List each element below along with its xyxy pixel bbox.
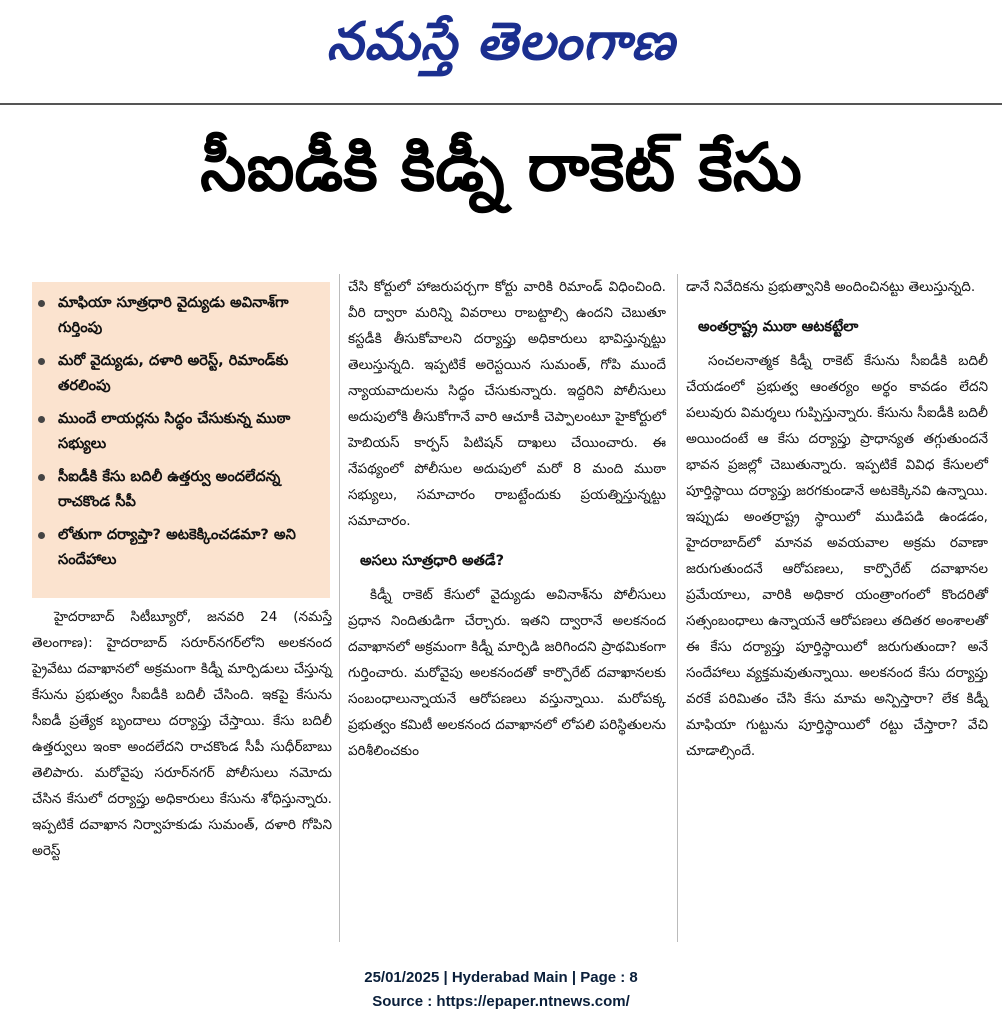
article-column-3 <box>686 274 988 764</box>
article-paragraph: చేసి కోర్టులో హాజరుపర్చగా కోర్టు వారికి రిమాండ్ విధించింది. వీరి ద్వారా మరిన్ని వివరాలు రాబట్టాల్సి ఉందని చెబుతూ కస్టడీకి తీసుకోవాలని దర్యాప్తు అధికారులు భావిస్తున్నట్టు తెలుస్తున్నది. ఇప్పటికే అరెస్టయిన సుమంత్, గోపి ముందే న్యాయవాదులను సిద్ధం చేసుకున్నారు. ఇద్దరిని పోలీసులు అదుపులోకి తీసుకోగానే వారి ఆచూకీ చెప్పాలంటూ హైకోర్టులో హెబియస్ కార్పస్ పిటిషన్ దాఖలు చేయించారు. ఈ నేపథ్యంలో పోలీసుల అదుపులో మరో 8 మంది ముఠా సభ్యులు, సమాచారం రాబట్టేందుకు ప్రయత్నిస్తున్నట్టు సమాచారం. <box>348 279 666 529</box>
article-column-2 <box>348 274 666 764</box>
highlight-text: ముందే లాయర్లను సిద్ధం చేసుకున్న ముఠా సభ్యులు <box>58 410 291 452</box>
highlight-text: మరో వైద్యుడు, దళారి అరెస్ట్, రిమాండ్‌కు తరలింపు <box>58 352 289 394</box>
newspaper-logo: నమస్తే తెలంగాణ <box>326 12 676 72</box>
highlight-item <box>32 348 324 398</box>
highlight-item <box>32 406 324 456</box>
article-subheading: అంతర్రాష్ట్ర ముఠా ఆటకట్టేలా <box>698 319 859 335</box>
bullet-icon <box>38 474 45 481</box>
bullet-icon <box>38 300 45 307</box>
highlight-text: సీఐడీకి కేసు బదిలీ ఉత్తర్వు అందలేదన్న రాచకొండ సీపీ <box>58 468 281 510</box>
page-footer <box>0 966 1002 1014</box>
highlight-item <box>32 290 324 340</box>
page-headline: సీఐడీకి కిడ్నీ రాకెట్ కేసు <box>200 129 802 206</box>
article-paragraph: కిడ్నీ రాకెట్ కేసులో వైద్యుడు అవినాశ్‌ను పోలీసులు ప్రధాన నిందితుడిగా చేర్చారు. ఇతని ద్వారానే అలకనంద దవాఖానలో అక్రమంగా కిడ్నీ మార్పిడి జరిగిందని ప్రాథమికంగా గుర్తించారు. మరోవైపు అలకనందతో కార్పొరేట్ దవాఖానలకు సంబంధాలున్నాయనే ఆరోపణలు వస్తున్నాయి. మరోపక్క ప్రభుత్వం కమిటీ అలకనంద దవాఖానలో లోపలి పరిస్థితులను పరిశీలించకుం <box>348 587 666 759</box>
article-paragraph: డానే నివేదికను ప్రభుత్వానికి అందించినట్టు తెలుస్తున్నది. <box>686 279 976 295</box>
masthead <box>0 0 1002 100</box>
bullet-icon <box>38 532 45 539</box>
highlight-text: మాఫియా సూత్రధారి వైద్యుడు అవినాశ్‌గా గుర్తింపు <box>58 294 289 336</box>
highlight-text: లోతుగా దర్యాప్తా? అటకెక్కించడమా? అని సందేహాలు <box>58 526 296 568</box>
edition-info: 25/01/2025 | Hyderabad Main | Page : 8 <box>364 969 638 986</box>
article-subheading: అసలు సూత్రధారి అతడే? <box>360 553 505 569</box>
highlight-item <box>32 522 324 572</box>
masthead-divider <box>0 103 1002 105</box>
article-column-1 <box>32 604 332 864</box>
column-divider <box>677 274 678 942</box>
source-link[interactable]: Source : https://epaper.ntnews.com/ <box>372 993 630 1010</box>
column-divider <box>339 274 340 942</box>
article-paragraph: సంచలనాత్మక కిడ్నీ రాకెట్ కేసును సీఐడీకి బదిలీ చేయడంలో ప్రభుత్వ ఆంతర్యం అర్థం కావడం లేదని పలువురు విమర్శలు గుప్పిస్తున్నారు. కేసును సీఐడీకి బదిలీ అయిందంటే ఆ కేసు దర్యాప్తు ప్రాధాన్యత తగ్గుతుందనే భావన ప్రజల్లో చెబుతున్నారు. ఇప్పటికే వివిధ కేసులలో పూర్తిస్థాయి దర్యాప్తు జరగకుండానే అటకెక్కినవి ఉన్నాయి. ఇప్పుడు అంతర్రాష్ట్ర స్థాయిలో ముడిపడి ఉండడం, హైదరాబాద్‌లో మానవ అవయవాల అక్రమ రవాణా జరుగుతుందనే ఆరోపణలు, కార్పొరేట్ దవాఖానల ప్రమేయాలు, వారికి అధికార యంత్రాంగంలో కొందరితో సత్సంబంధాలు ఉన్నాయనే ఆరోపణలు తదితర అంశాలతో ఈ కేసు దర్యాప్తు పూర్తిస్థాయిలో జరుగుతుందా? అనే సందేహాలు వ్యక్తమవుతున్నాయి. అలకనంద కేసు దర్యాప్తు వరకే పరిమితం చేసి కేసు మామ అన్పిస్తారా? లేక కిడ్నీ మాఫియా గుట్టును పూర్తిస్థాయిలో రట్టు చేస్తారా? వేచి చూడాల్సిందే. <box>686 353 988 759</box>
highlight-item <box>32 464 324 514</box>
highlights-box <box>32 282 330 598</box>
article-paragraph: హైదరాబాద్ సిటీబ్యూరో, జనవరి 24 (నమస్తే తెలంగాణ): హైదరాబాద్ సరూర్‌నగర్‌లోని అలకనంద ప్రైవేటు దవాఖానలో అక్రమంగా కిడ్నీ మార్పిడులు చేస్తున్న కేసును ప్రభుత్వం సీఐడీకి బదిలీ చేసింది. ఇకపై కేసును సీఐడీ ప్రత్యేక బృందాలు దర్యాప్తు చేస్తాయి. కేసు బదిలీ ఉత్తర్వులు ఇంకా అందలేదని రాచకొండ సీపీ సుధీర్‌బాబు తెలిపారు. మరోవైపు సరూర్‌నగర్ పోలీసులు నమోదు చేసిన కేసులో దర్యాప్తు అధికారులు కేసును శోధిస్తున్నారు. ఇప్పటికే దవాఖాన నిర్వాహకుడు సుమంత్, దళారి గోపిని అరెస్ట్ <box>32 609 332 859</box>
bullet-icon <box>38 358 45 365</box>
bullet-icon <box>38 416 45 423</box>
